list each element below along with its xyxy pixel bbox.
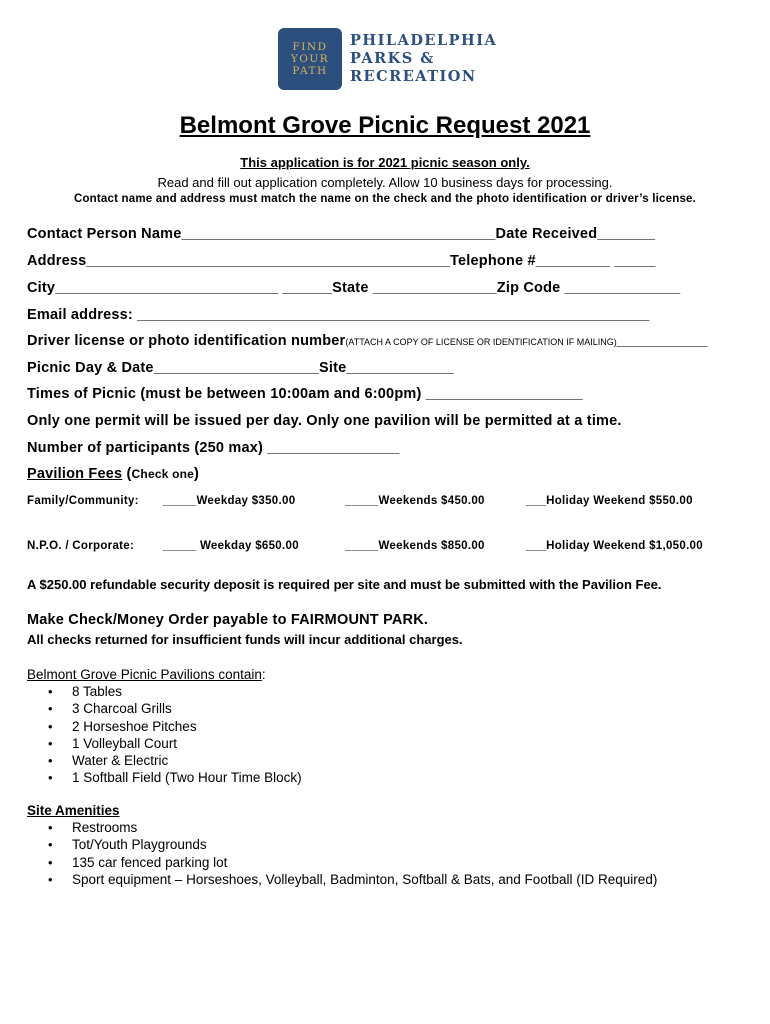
security-deposit-notice: A $250.00 refundable security deposit is required per site and must be submitted with the Pavilion Fee. — [27, 577, 662, 592]
fee-option-holiday[interactable]: ___Holiday Weekend $550.00 — [526, 495, 693, 507]
page-title: Belmont Grove Picnic Request 2021 — [179, 112, 591, 139]
brand-text — [350, 32, 497, 86]
badge-line: PATH — [292, 65, 328, 77]
list-item-text: 2 Horseshoe Pitches — [72, 718, 197, 734]
list-item-text: 1 Volleyball Court — [72, 735, 178, 751]
fee-option-weekends[interactable]: _____Weekends $850.00 — [345, 540, 485, 552]
brand-line: RECREATION — [350, 68, 477, 85]
season-notice: This application is for 2021 picnic season only. — [240, 155, 530, 170]
fee-option-holiday[interactable]: ___Holiday Weekend $1,050.00 — [526, 540, 703, 552]
driver-license-line[interactable]: ___________ — [616, 333, 708, 349]
brand-line: PARKS & — [350, 50, 435, 67]
fee-option-weekday[interactable]: _____Weekday $350.00 — [163, 495, 296, 507]
badge-line: FIND — [292, 41, 328, 53]
one-permit-notice: Only one permit will be issued per day. Only one pavilion will be permitted at a time. — [27, 413, 622, 429]
fee-option-weekends[interactable]: _____Weekends $450.00 — [345, 495, 485, 507]
picnic-times-field[interactable]: Times of Picnic (must be between 10:00am and 6:00pm) ___________________ — [27, 386, 583, 402]
amenities-heading-label: Site Amenities — [27, 803, 120, 818]
list-item-text: Water & Electric — [72, 753, 169, 769]
check-one-label: Check one — [131, 467, 195, 481]
find-your-path-badge — [278, 28, 342, 90]
bullet-icon: • — [48, 701, 53, 717]
picnic-day-field[interactable]: Picnic Day & Date____________________Site_____________ — [27, 360, 454, 376]
bullet-icon: • — [48, 770, 53, 786]
bullet-icon: • — [48, 820, 53, 835]
fee-row-label: N.P.O. / Corporate: — [27, 540, 135, 552]
pavilion-fees-label: Pavilion Fees — [27, 466, 123, 482]
bullet-icon: • — [48, 854, 53, 870]
bullet-icon: • — [48, 871, 53, 887]
list-item-text: Sport equipment – Horseshoes, Volleyball, Badminton, Softball & Bats, and Football (ID Required) — [72, 871, 658, 887]
brand-line: PHILADELPHIA — [350, 32, 498, 49]
pavilion-fees-heading — [27, 466, 199, 482]
address-field[interactable]: Address____________________________________________Telephone #_________ _____ — [27, 253, 656, 269]
email-field[interactable]: Email address: ______________________________________________________________ — [27, 307, 650, 323]
name-match-notice: Contact name and address must match the name on the check and the photo identification or driver’s license. — [73, 193, 697, 205]
paren-open: ( — [122, 466, 132, 482]
pavilions-heading-label: Belmont Grove Picnic Pavilions contain — [27, 667, 262, 682]
driver-license-label: Driver license or photo identification number — [27, 333, 346, 349]
list-item-text: 8 Tables — [72, 684, 123, 699]
fee-option-weekday[interactable]: _____ Weekday $650.00 — [163, 540, 299, 552]
payable-notice: Make Check/Money Order payable to FAIRMOUNT PARK. — [27, 612, 429, 628]
badge-line: YOUR — [290, 53, 330, 65]
bullet-icon: • — [48, 753, 53, 769]
driver-license-field[interactable] — [27, 333, 708, 349]
contact-person-field[interactable]: Contact Person Name______________________________________Date Received_______ — [27, 226, 656, 242]
participants-field[interactable]: Number of participants (250 max) ________________ — [27, 440, 400, 456]
pavilions-heading — [27, 667, 266, 682]
paren-close: ) — [194, 466, 200, 482]
fee-row-label: Family/Community: — [27, 495, 139, 507]
attach-copy-note: (ATTACH A COPY OF LICENSE OR IDENTIFICATION IF MAILING) — [345, 337, 617, 347]
list-item-text: Tot/Youth Playgrounds — [72, 837, 207, 853]
city-field[interactable]: City___________________________ ______State _______________Zip Code ______________ — [27, 280, 681, 296]
list-item-text: 135 car fenced parking lot — [72, 854, 228, 870]
instructions: Read and fill out application completely. Allow 10 business days for processing. — [157, 175, 613, 190]
insufficient-funds-notice: All checks returned for insufficient funds will incur additional charges. — [27, 632, 463, 647]
amenities-heading — [27, 803, 120, 818]
list-item-text: 3 Charcoal Grills — [72, 701, 172, 717]
bullet-icon: • — [48, 735, 53, 751]
list-item-text: Restrooms — [72, 820, 138, 835]
list-item-text: 1 Softball Field (Two Hour Time Block) — [72, 770, 302, 786]
pavilions-heading-colon: : — [261, 667, 266, 682]
parks-logo — [278, 26, 498, 92]
bullet-icon: • — [48, 837, 53, 853]
bullet-icon: • — [48, 718, 53, 734]
bullet-icon: • — [48, 684, 53, 699]
